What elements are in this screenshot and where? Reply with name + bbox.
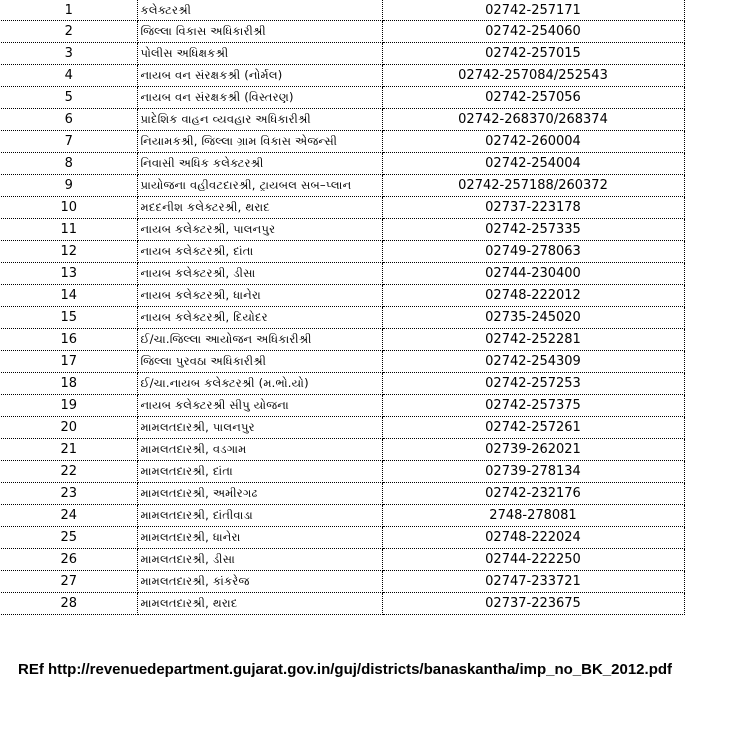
table-row bbox=[1, 285, 684, 307]
table-row bbox=[1, 417, 684, 439]
table-row bbox=[1, 263, 684, 285]
table-row bbox=[1, 483, 684, 505]
phone-number-cell: 02742-232176 bbox=[382, 483, 684, 505]
phone-number-cell: 02742-257261 bbox=[382, 417, 684, 439]
office-name-cell: પ્રાદેશિક વાહન વ્યવહાર અધિકારીશ્રી bbox=[137, 109, 382, 131]
serial-number-cell: 8 bbox=[1, 153, 137, 175]
office-name-cell: મામલતદારશ્રી, વડગામ bbox=[137, 439, 382, 461]
table-row bbox=[1, 43, 684, 65]
table-row bbox=[1, 241, 684, 263]
phone-number-cell: 02748-222012 bbox=[382, 285, 684, 307]
table-row bbox=[1, 329, 684, 351]
serial-number-cell: 3 bbox=[1, 43, 137, 65]
reference-link[interactable]: REf http://revenuedepartment.gujarat.gov.in/guj/districts/banaskantha/imp_no_BK_2012.pdf bbox=[18, 661, 673, 678]
serial-number-cell: 17 bbox=[1, 351, 137, 373]
serial-number-cell: 1 bbox=[1, 0, 137, 21]
office-name-cell: નાયબ કલેક્ટરશ્રી, દાંતા bbox=[137, 241, 382, 263]
office-name-cell: મામલતદારશ્રી, દાંતીવાડા bbox=[137, 505, 382, 527]
office-name-cell: નિવાસી અધિક કલેક્ટરશ્રી bbox=[137, 153, 382, 175]
table-row bbox=[1, 131, 684, 153]
table-row bbox=[1, 65, 684, 87]
table-row bbox=[1, 439, 684, 461]
serial-number-cell: 10 bbox=[1, 197, 137, 219]
serial-number-cell: 25 bbox=[1, 527, 137, 549]
table-row bbox=[1, 395, 684, 417]
serial-number-cell: 28 bbox=[1, 593, 137, 615]
phone-number-cell: 02737-223675 bbox=[382, 593, 684, 615]
table-row bbox=[1, 461, 684, 483]
phone-number-cell: 02748-222024 bbox=[382, 527, 684, 549]
serial-number-cell: 14 bbox=[1, 285, 137, 307]
serial-number-cell: 27 bbox=[1, 571, 137, 593]
phone-number-cell: 02742-257171 bbox=[382, 0, 684, 21]
phone-number-cell: 02742-257335 bbox=[382, 219, 684, 241]
phone-number-cell: 02742-254309 bbox=[382, 351, 684, 373]
office-name-cell: મામલતદારશ્રી, કાંકરેજ bbox=[137, 571, 382, 593]
table-row bbox=[1, 527, 684, 549]
phone-number-cell: 02744-230400 bbox=[382, 263, 684, 285]
table-row bbox=[1, 505, 684, 527]
serial-number-cell: 7 bbox=[1, 131, 137, 153]
contact-table-body bbox=[1, 0, 684, 615]
table-row bbox=[1, 351, 684, 373]
serial-number-cell: 4 bbox=[1, 65, 137, 87]
office-name-cell: મામલતદારશ્રી, ધાનેરા bbox=[137, 527, 382, 549]
office-name-cell: જિલ્લા વિકાસ અધિકારીશ્રી bbox=[137, 21, 382, 43]
phone-number-cell: 02737-223178 bbox=[382, 197, 684, 219]
phone-number-cell: 02747-233721 bbox=[382, 571, 684, 593]
phone-number-cell: 2748-278081 bbox=[382, 505, 684, 527]
serial-number-cell: 12 bbox=[1, 241, 137, 263]
phone-number-cell: 02739-278134 bbox=[382, 461, 684, 483]
serial-number-cell: 20 bbox=[1, 417, 137, 439]
table-row bbox=[1, 0, 684, 21]
office-name-cell: નાયબ કલેક્ટરશ્રી, પાલનપુર bbox=[137, 219, 382, 241]
phone-number-cell: 02742-252281 bbox=[382, 329, 684, 351]
table-row bbox=[1, 21, 684, 43]
phone-number-cell: 02744-222250 bbox=[382, 549, 684, 571]
table-row bbox=[1, 549, 684, 571]
office-name-cell: નાયબ વન સંરક્ષકશ્રી (નોર્મલ) bbox=[137, 65, 382, 87]
office-name-cell: નિયામકશ્રી, જિલ્લા ગ્રામ વિકાસ એજન્સી bbox=[137, 131, 382, 153]
phone-number-cell: 02742-257015 bbox=[382, 43, 684, 65]
office-name-cell: ઈ/ચા.જિલ્લા આયોજન અધિકારીશ્રી bbox=[137, 329, 382, 351]
phone-number-cell: 02742-260004 bbox=[382, 131, 684, 153]
office-name-cell: મામલતદારશ્રી, થરાદ bbox=[137, 593, 382, 615]
serial-number-cell: 21 bbox=[1, 439, 137, 461]
serial-number-cell: 19 bbox=[1, 395, 137, 417]
phone-number-cell: 02742-257056 bbox=[382, 87, 684, 109]
phone-number-cell: 02742-268370/268374 bbox=[382, 109, 684, 131]
serial-number-cell: 18 bbox=[1, 373, 137, 395]
serial-number-cell: 9 bbox=[1, 175, 137, 197]
office-name-cell: પ્રાયોજના વહીવટદારશ્રી, ટ્રાયબલ સબ–પ્લાન bbox=[137, 175, 382, 197]
office-name-cell: મામલતદારશ્રી, પાલનપુર bbox=[137, 417, 382, 439]
table-row bbox=[1, 373, 684, 395]
office-name-cell: મામલતદારશ્રી, અમીરગઢ bbox=[137, 483, 382, 505]
table-row bbox=[1, 593, 684, 615]
office-name-cell: પોલીસ અધિક્ષકશ્રી bbox=[137, 43, 382, 65]
office-name-cell: મામલતદારશ્રી, દાંતા bbox=[137, 461, 382, 483]
phone-number-cell: 02749-278063 bbox=[382, 241, 684, 263]
serial-number-cell: 16 bbox=[1, 329, 137, 351]
office-name-cell: નાયબ વન સંરક્ષકશ્રી (વિસ્તરણ) bbox=[137, 87, 382, 109]
serial-number-cell: 6 bbox=[1, 109, 137, 131]
office-name-cell: જિલ્લા પુરવઠા અધિકારીશ્રી bbox=[137, 351, 382, 373]
serial-number-cell: 26 bbox=[1, 549, 137, 571]
table-row bbox=[1, 175, 684, 197]
serial-number-cell: 5 bbox=[1, 87, 137, 109]
phone-number-cell: 02742-257253 bbox=[382, 373, 684, 395]
serial-number-cell: 2 bbox=[1, 21, 137, 43]
serial-number-cell: 13 bbox=[1, 263, 137, 285]
phone-number-cell: 02742-254004 bbox=[382, 153, 684, 175]
table-row bbox=[1, 109, 684, 131]
phone-number-cell: 02742-254060 bbox=[382, 21, 684, 43]
office-name-cell: નાયબ કલેક્ટરશ્રી, દિયોદર bbox=[137, 307, 382, 329]
office-name-cell: કલેક્ટરશ્રી bbox=[137, 0, 382, 21]
office-name-cell: નાયબ કલેક્ટરશ્રી સીપુ યોજના bbox=[137, 395, 382, 417]
office-name-cell: નાયબ કલેક્ટરશ્રી, ધાનેરા bbox=[137, 285, 382, 307]
serial-number-cell: 22 bbox=[1, 461, 137, 483]
phone-number-cell: 02742-257375 bbox=[382, 395, 684, 417]
phone-number-cell: 02742-257084/252543 bbox=[382, 65, 684, 87]
contact-table bbox=[1, 0, 685, 615]
table-row bbox=[1, 219, 684, 241]
table-row bbox=[1, 197, 684, 219]
office-name-cell: મદદનીશ કલેક્ટરશ્રી, થરાદ bbox=[137, 197, 382, 219]
phone-number-cell: 02735-245020 bbox=[382, 307, 684, 329]
office-name-cell: ઈ/ચા.નાયબ કલેક્ટરશ્રી (મ.ભો.યો) bbox=[137, 373, 382, 395]
serial-number-cell: 15 bbox=[1, 307, 137, 329]
office-name-cell: નાયબ કલેક્ટરશ્રી, ડીસા bbox=[137, 263, 382, 285]
table-row bbox=[1, 153, 684, 175]
phone-number-cell: 02739-262021 bbox=[382, 439, 684, 461]
serial-number-cell: 23 bbox=[1, 483, 137, 505]
serial-number-cell: 11 bbox=[1, 219, 137, 241]
table-row bbox=[1, 307, 684, 329]
phone-number-cell: 02742-257188/260372 bbox=[382, 175, 684, 197]
office-name-cell: મામલતદારશ્રી, ડીસા bbox=[137, 549, 382, 571]
table-row bbox=[1, 571, 684, 593]
serial-number-cell: 24 bbox=[1, 505, 137, 527]
table-row bbox=[1, 87, 684, 109]
